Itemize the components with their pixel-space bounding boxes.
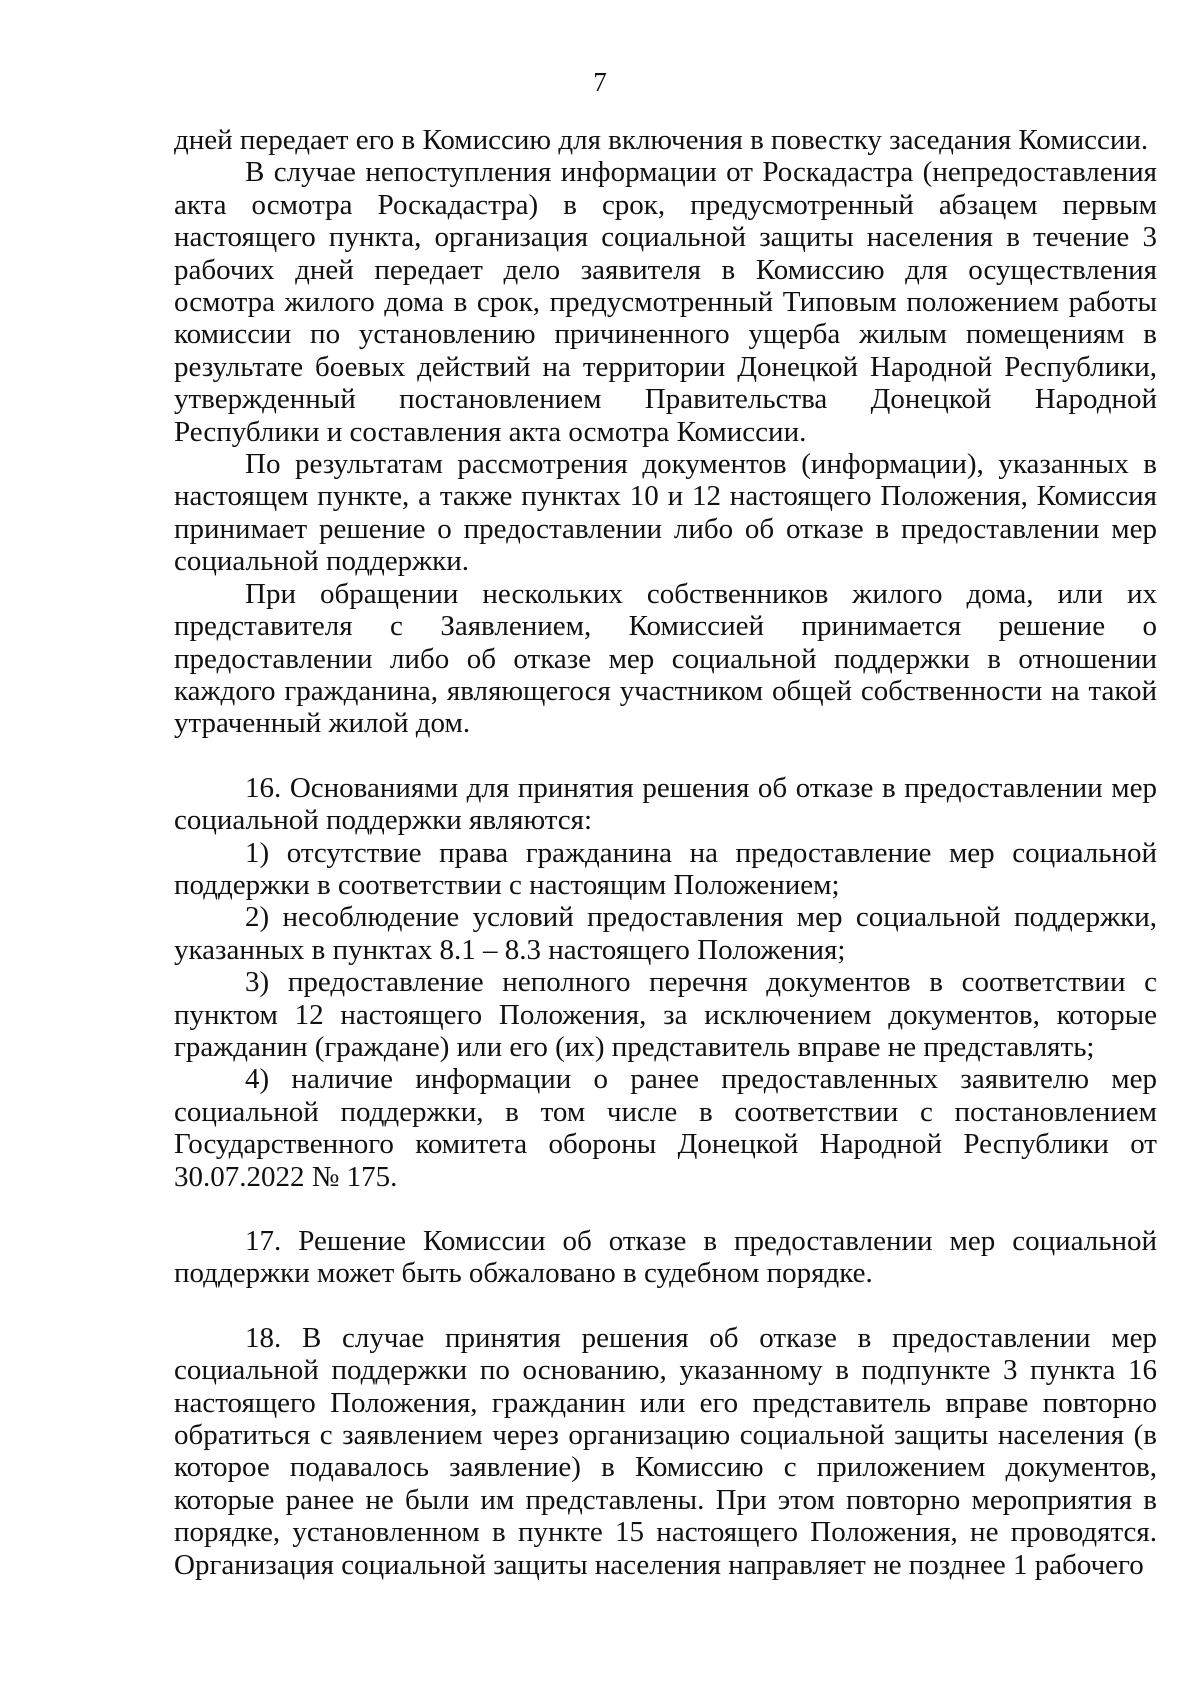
list-item-16-3: 3) предоставление неполного перечня документов в соответствии с пунктом 12 настоящего Положения, за исключением документов, которые гражданин (граждане) или его (их) представитель вправе не представлять; xyxy=(174,966,1157,1063)
paragraph-multiple-owners: При обращении нескольких собственников жилого дома, или их представителя с Заявлением, Комиссией принимается решение о предоставлении либо об отказе мер социальной поддержки в отношении каждого гражданина, являющегося участником общей собственности на такой утраченный жилой дом. xyxy=(174,577,1157,740)
paragraph-clause-18: 18. В случае принятия решения об отказе в предоставлении мер социальной поддержки по основанию, указанному в подпункте 3 пункта 16 настоящего Положения, гражданин или его представитель вправе повторно обратиться с заявлением через организацию социальной защиты населения (в которое подавалось заявление) в Комиссию с приложением документов, которые ранее не были им представлены. При этом повторно мероприятия в порядке, установленном в пункте 15 настоящего Положения, не проводятся. Организация социальной защиты населения направляет не позднее 1 рабочего xyxy=(174,1321,1157,1581)
paragraph-clause-16: 16. Основаниями для принятия решения об отказе в предоставлении мер социальной поддержки являются: xyxy=(174,771,1157,837)
paragraph-continuation: дней передает его в Комиссию для включения в повестку заседания Комиссии. xyxy=(174,124,1149,156)
document-body xyxy=(174,124,1157,1581)
list-item-16-2: 2) несоблюдение условий предоставления мер социальной поддержки, указанных в пунктах 8.1 – 8.3 настоящего Положения; xyxy=(174,901,1157,966)
paragraph-clause-17: 17. Решение Комиссии об отказе в предоставлении мер социальной поддержки может быть обжаловано в судебном порядке. xyxy=(174,1225,1157,1290)
list-item-16-1: 1) отсутствие права гражданина на предоставление мер социальной поддержки в соответствии с настоящим Положением; xyxy=(174,836,1157,901)
paragraph-commission-decision: По результатам рассмотрения документов (информации), указанных в настоящем пункте, а также пунктах 10 и 12 настоящего Положения, Комиссия принимает решение о предоставлении либо об отказе в предоставлении мер социальной поддержки. xyxy=(174,448,1157,578)
paragraph-rosreestr-delay: В случае непоступления информации от Роскадастра (непредоставления акта осмотра Роскадастра) в срок, предусмотренный абзацем первым настоящего пункта, организация социальной защиты населения в течение 3 рабочих дней передает дело заявителя в Комиссию для осуществления осмотра жилого дома в срок, предусмотренный Типовым положением работы комиссии по установлению причиненного ущерба жилым помещениям в результате боевых действий на территории Донецкой Народной Республики, утвержденный постановлением Правительства Донецкой Народной Республики и составления акта осмотра Комиссии. xyxy=(174,156,1157,448)
page-number: 7 xyxy=(593,67,607,97)
list-item-16-4: 4) наличие информации о ранее предоставленных заявителю мер социальной поддержки, в том числе в соответствии с постановлением Государственного комитета обороны Донецкой Народной Республики от 30.07.2022 № 175. xyxy=(174,1063,1157,1193)
